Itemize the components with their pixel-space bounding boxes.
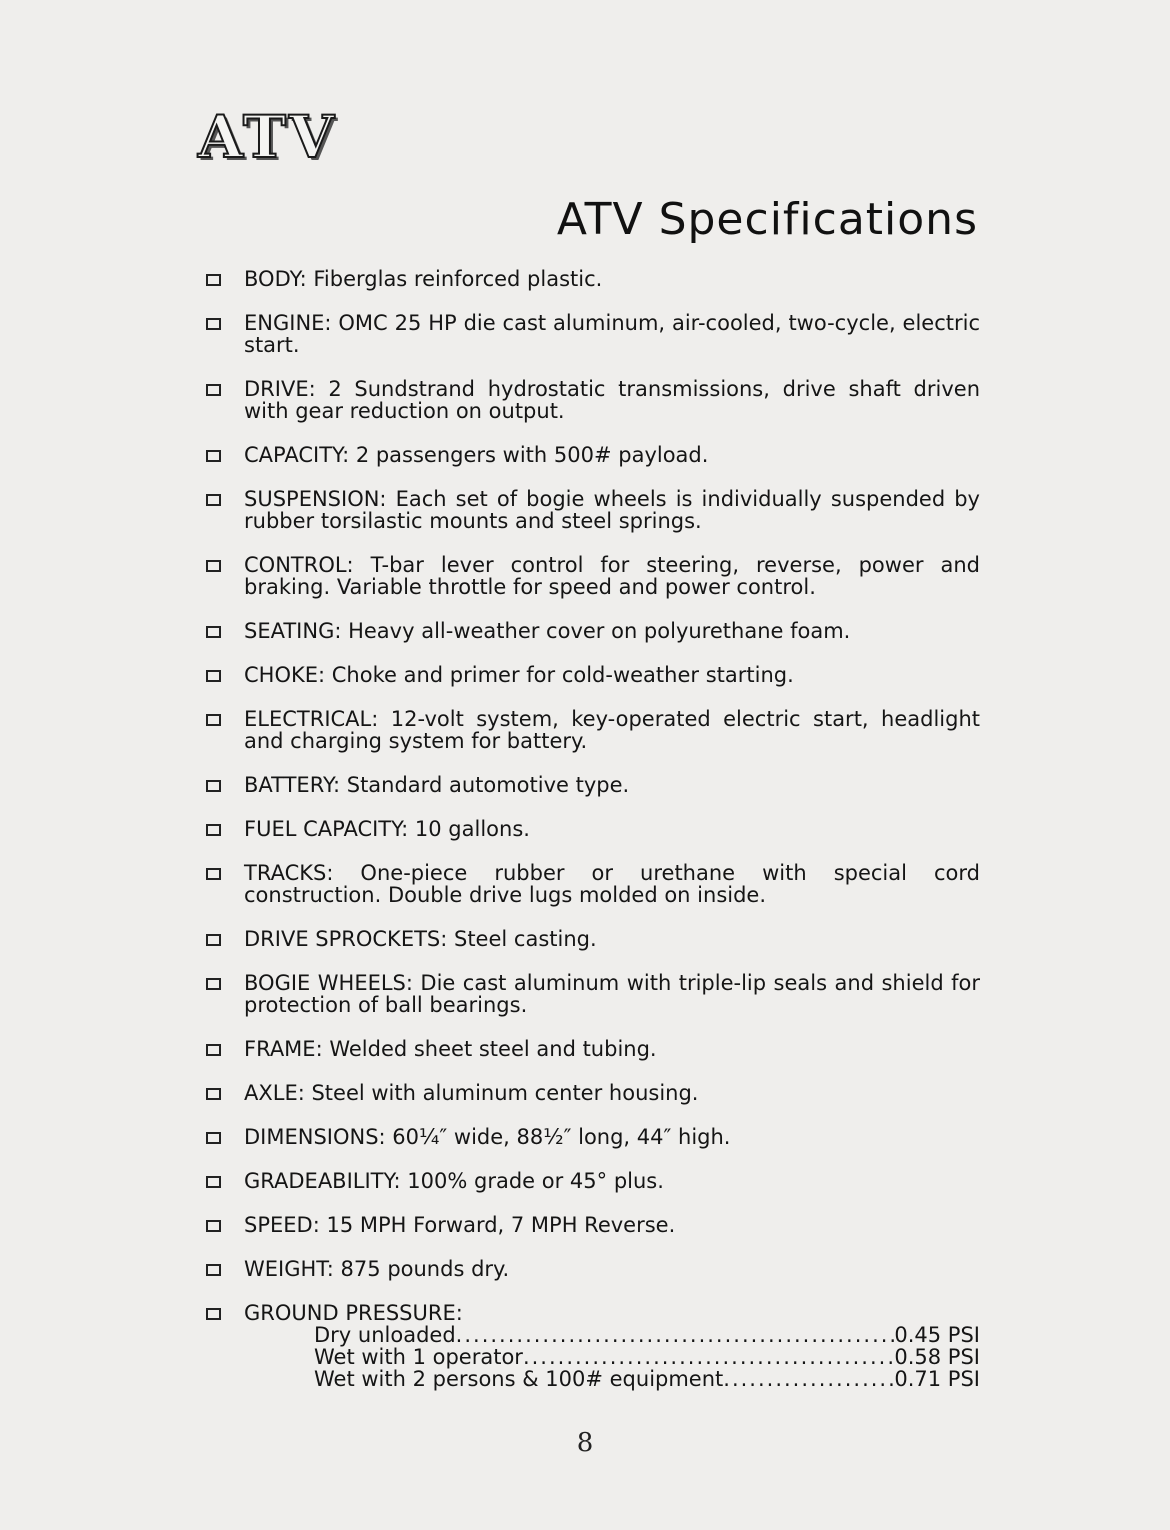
pressure-row	[314, 1346, 980, 1368]
spec-text: SUSPENSION: Each set of bogie wheels is individually suspended by rubber torsilastic mounts and steel springs.	[244, 487, 980, 533]
spec-item	[206, 312, 980, 356]
spec-item	[206, 554, 980, 598]
ground-pressure-heading: GROUND PRESSURE:	[244, 1301, 463, 1325]
spec-text: DRIVE SPROCKETS: Steel casting.	[244, 927, 597, 951]
spec-item	[206, 862, 980, 906]
spec-item	[206, 1126, 980, 1148]
checkbox-icon	[206, 384, 221, 396]
checkbox-icon	[206, 560, 221, 572]
spec-item	[206, 818, 980, 840]
spec-item	[206, 488, 980, 532]
ground-pressure-table	[314, 1324, 980, 1390]
pressure-value: 0.71 PSI	[894, 1367, 980, 1391]
checkbox-icon	[206, 934, 221, 946]
spec-text: SPEED: 15 MPH Forward, 7 MPH Reverse.	[244, 1213, 676, 1237]
pressure-value: 0.58 PSI	[894, 1345, 980, 1369]
checkbox-icon	[206, 1132, 221, 1144]
page-number: 8	[576, 1428, 594, 1458]
pressure-label: Wet with 2 persons & 100# equipment	[314, 1367, 724, 1391]
spec-text: BOGIE WHEELS: Die cast aluminum with triple-lip seals and shield for protection of ball bearings.	[244, 971, 980, 1017]
checkbox-icon	[206, 1088, 221, 1100]
spec-item	[206, 1258, 980, 1280]
spec-text: DIMENSIONS: 60¼″ wide, 88½″ long, 44″ high.	[244, 1125, 731, 1149]
spec-item	[206, 444, 980, 466]
atv-logo: ATV	[198, 103, 337, 171]
spec-item	[206, 708, 980, 752]
pressure-label: Dry unloaded	[314, 1323, 456, 1347]
checkbox-icon	[206, 670, 221, 682]
spec-text: DRIVE: 2 Sundstrand hydrostatic transmissions, drive shaft driven with gear reduction on output.	[244, 377, 980, 423]
spec-text: CONTROL: T-bar lever control for steering, reverse, power and braking. Variable throttle for speed and power control.	[244, 553, 980, 599]
spec-item	[206, 1082, 980, 1104]
spec-text: FUEL CAPACITY: 10 gallons.	[244, 817, 530, 841]
spec-list	[206, 268, 980, 1412]
spec-item	[206, 1038, 980, 1060]
spec-text: ELECTRICAL: 12-volt system, key-operated electric start, headlight and charging system for battery.	[244, 707, 980, 753]
checkbox-icon	[206, 1044, 221, 1056]
checkbox-icon	[206, 780, 221, 792]
checkbox-icon	[206, 318, 221, 330]
spec-text: CAPACITY: 2 passengers with 500# payload.	[244, 443, 709, 467]
checkbox-icon	[206, 1176, 221, 1188]
checkbox-icon	[206, 450, 221, 462]
page-title: ATV Specifications	[556, 194, 978, 245]
dot-leader	[723, 1368, 894, 1390]
spec-text: BODY: Fiberglas reinforced plastic.	[244, 267, 603, 291]
spec-text: WEIGHT: 875 pounds dry.	[244, 1257, 510, 1281]
spec-item	[206, 664, 980, 686]
spec-item	[206, 1214, 980, 1236]
checkbox-icon	[206, 978, 221, 990]
pressure-row	[314, 1324, 980, 1346]
spec-item	[206, 378, 980, 422]
spec-text: BATTERY: Standard automotive type.	[244, 773, 630, 797]
spec-text: CHOKE: Choke and primer for cold-weather starting.	[244, 663, 794, 687]
pressure-value: 0.45 PSI	[894, 1323, 980, 1347]
checkbox-icon	[206, 868, 221, 880]
checkbox-icon	[206, 1220, 221, 1232]
checkbox-icon	[206, 494, 221, 506]
spec-item-ground-pressure	[206, 1302, 980, 1390]
checkbox-icon	[206, 1308, 221, 1320]
spec-item	[206, 268, 980, 290]
pressure-row	[314, 1368, 980, 1390]
spec-text: AXLE: Steel with aluminum center housing.	[244, 1081, 699, 1105]
spec-item	[206, 1170, 980, 1192]
pressure-label: Wet with 1 operator	[314, 1345, 523, 1369]
checkbox-icon	[206, 274, 221, 286]
spec-text: ENGINE: OMC 25 HP die cast aluminum, air-cooled, two-cycle, electric start.	[244, 311, 980, 357]
spec-item	[206, 774, 980, 796]
checkbox-icon	[206, 824, 221, 836]
dot-leader	[523, 1346, 894, 1368]
spec-text: TRACKS: One-piece rubber or urethane with special cord construction. Double drive lugs molded on inside.	[244, 861, 980, 907]
checkbox-icon	[206, 714, 221, 726]
checkbox-icon	[206, 1264, 221, 1276]
spec-item	[206, 620, 980, 642]
checkbox-icon	[206, 626, 221, 638]
spec-item	[206, 928, 980, 950]
spec-text: SEATING: Heavy all-weather cover on polyurethane foam.	[244, 619, 851, 643]
spec-text: FRAME: Welded sheet steel and tubing.	[244, 1037, 657, 1061]
spec-text: GRADEABILITY: 100% grade or 45° plus.	[244, 1169, 664, 1193]
spec-item	[206, 972, 980, 1016]
dot-leader	[456, 1324, 895, 1346]
